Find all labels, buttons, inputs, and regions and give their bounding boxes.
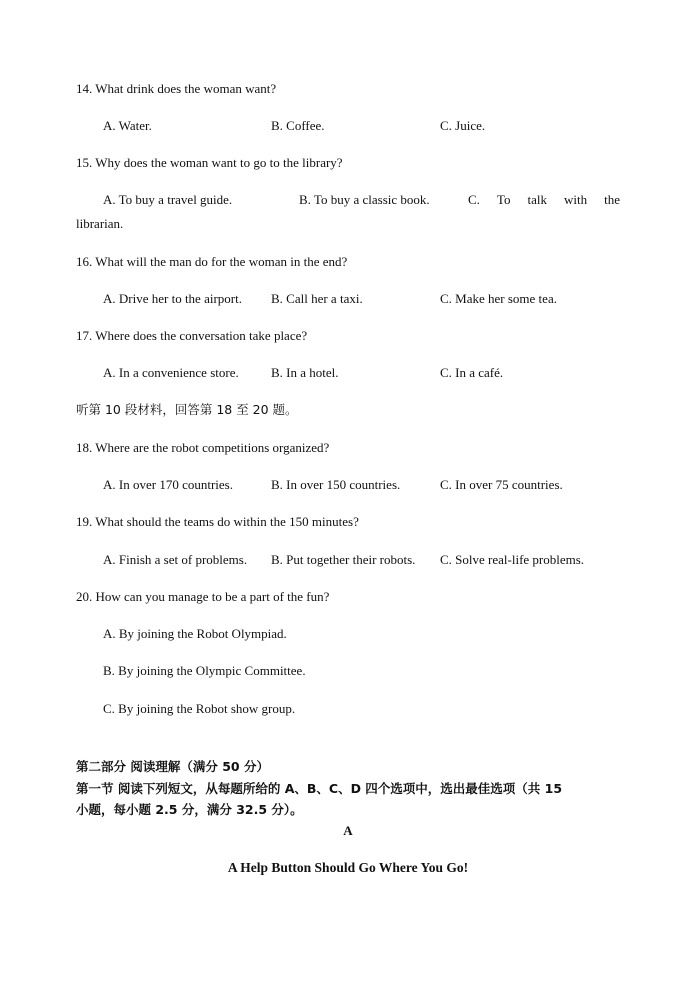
question-19-option-a: A. Finish a set of problems. — [103, 552, 248, 567]
question-17-option-b: B. In a hotel. — [271, 365, 339, 380]
part-2-instruction-line-1: 第一节 阅读下列短文，从每题所给的 A、B、C、D 四个选项中，选出最佳选项（共 15 — [76, 781, 563, 796]
question-20-option-a: A. By joining the Robot Olympiad. — [103, 626, 287, 641]
question-18-option-b: B. In over 150 countries. — [271, 477, 401, 492]
question-14-option-b: B. Coffee. — [271, 118, 325, 133]
question-19-stem: 19. What should the teams do within the 150 minutes? — [76, 514, 359, 529]
question-16-option-c: C. Make her some tea. — [440, 291, 557, 306]
question-14-stem: 14. What drink does the woman want? — [76, 81, 277, 96]
question-14-option-c: C. Juice. — [440, 118, 486, 133]
question-19-option-b: B. Put together their robots. — [271, 552, 416, 567]
question-15-stem: 15. Why does the woman want to go to the library? — [76, 155, 343, 170]
word: C. — [468, 192, 480, 207]
question-15-option-b: B. To buy a classic book. — [299, 192, 430, 207]
word: talk — [527, 192, 547, 207]
word: the — [604, 192, 620, 207]
question-15-option-a: A. To buy a travel guide. — [103, 192, 233, 207]
question-18-option-a: A. In over 170 countries. — [103, 477, 233, 492]
question-17-stem: 17. Where does the conversation take place? — [76, 328, 308, 343]
question-17-option-a: A. In a convenience store. — [103, 365, 239, 380]
question-16-option-a: A. Drive her to the airport. — [103, 291, 242, 306]
question-20-option-c: C. By joining the Robot show group. — [103, 701, 296, 716]
passage-title: A Help Button Should Go Where You Go! — [227, 860, 469, 875]
passage-letter: A — [343, 823, 353, 838]
section-10-instruction: 听第 10 段材料，回答第 18 至 20 题。 — [76, 402, 298, 417]
word: with — [563, 192, 588, 207]
question-18-stem: 18. Where are the robot competitions organized? — [76, 440, 330, 455]
question-14-option-a: A. Water. — [103, 118, 152, 133]
question-20-stem: 20. How can you manage to be a part of the fun? — [76, 589, 330, 604]
question-15-option-c — [468, 192, 620, 208]
part-2-instruction-line-2: 小题，每小题 2.5 分，满分 32.5 分）。 — [76, 802, 303, 817]
question-15-option-c-continued: librarian. — [76, 216, 124, 231]
question-18-option-c: C. In over 75 countries. — [440, 477, 563, 492]
part-2-heading: 第二部分 阅读理解（满分 50 分） — [76, 759, 269, 774]
question-16-option-b: B. Call her a taxi. — [271, 291, 363, 306]
word: To — [496, 192, 511, 207]
question-19-option-c: C. Solve real-life problems. — [440, 552, 585, 567]
question-20-option-b: B. By joining the Olympic Committee. — [103, 663, 306, 678]
question-16-stem: 16. What will the man do for the woman in the end? — [76, 254, 348, 269]
question-17-option-c: C. In a café. — [440, 365, 504, 380]
